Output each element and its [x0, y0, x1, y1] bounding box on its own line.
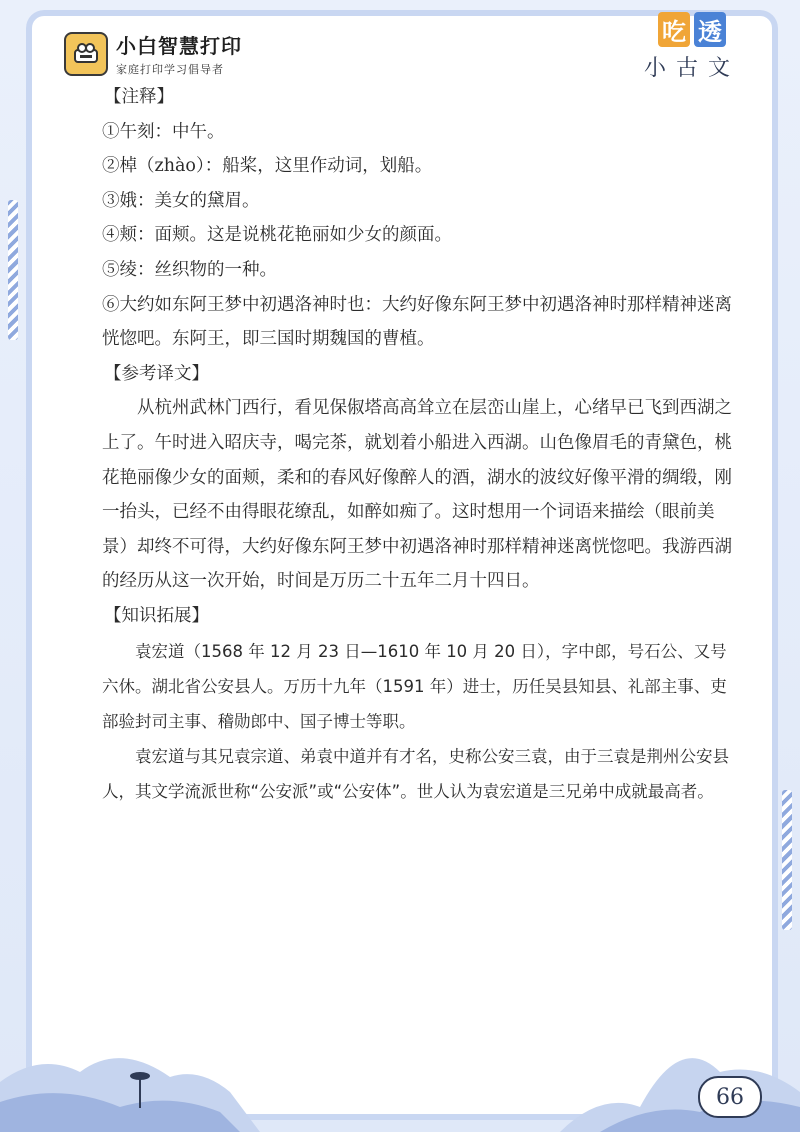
- note-item: ①午刻：中午。: [102, 121, 225, 142]
- note-item: ②棹（zhào）：船桨，这里作动词，划船。: [102, 156, 433, 177]
- notes-heading: 【注释】: [104, 87, 174, 107]
- brand-title: 小白智慧打印: [116, 34, 242, 58]
- brand-logo: [64, 30, 242, 77]
- note-item: ⑤绫：丝织物的一种。: [102, 259, 277, 280]
- badge-subtitle: 小古文: [643, 56, 740, 81]
- left-decor-strip: [8, 200, 18, 340]
- badge-char-1: 吃: [658, 12, 690, 47]
- mountain-illustration: [0, 1012, 800, 1132]
- series-badge: [644, 12, 740, 82]
- page-number: 66: [698, 1076, 762, 1118]
- extension-paragraph: 袁宏道（1568 年 12 月 23 日—1610 年 10 月 20 日），字中郎，号石公、又号六休。湖北省公安县人。万历十九年（1591 年）进士，历任吴县知县、礼部主事、吏部验封司主事、稽勋郎中、国子博士等职。: [102, 641, 727, 731]
- main-content: [102, 80, 732, 809]
- printer-mascot-icon: [64, 32, 108, 76]
- badge-char-2: 透: [694, 12, 726, 47]
- note-item: ③娥：美女的黛眉。: [102, 190, 260, 211]
- brand-subtitle: 家庭打印学习倡导者: [116, 63, 224, 76]
- note-item: ④颊：面颊。这是说桃花艳丽如少女的颜面。: [102, 225, 452, 246]
- extension-heading: 【知识拓展】: [104, 605, 209, 626]
- right-decor-strip: [782, 790, 792, 930]
- translation-text: 从杭州武林门西行，看见保俶塔高高耸立在层峦山崖上，心绪早已飞到西湖之上了。午时进入昭庆寺，喝完茶，就划着小船进入西湖。山色像眉毛的青黛色，桃花艳丽像少女的面颊，柔和的春风好像醉人的酒，湖水的波纹好像平滑的绸缎，刚一抬头，已经不由得眼花缭乱，如醉如痴了。这时想用一个词语来描绘（眼前美景）却终不可得，大约好像东阿王梦中初遇洛神时那样精神迷离恍惚吧。我游西湖的经历从这一次开始，时间是万历二十五年二月十四日。: [102, 398, 732, 592]
- note-item: ⑥大约如东阿王梦中初遇洛神时也：大约好像东阿王梦中初遇洛神时那样精神迷离恍惚吧。东阿王，即三国时期魏国的曹植。: [102, 294, 732, 350]
- translation-heading: 【参考译文】: [104, 363, 209, 384]
- extension-paragraph: 袁宏道与其兄袁宗道、弟袁中道并有才名，史称公安三袁，由于三袁是荆州公安县人，其文学流派世称“公安派”或“公安体”。世人认为袁宏道是三兄弟中成就最高者。: [102, 746, 729, 801]
